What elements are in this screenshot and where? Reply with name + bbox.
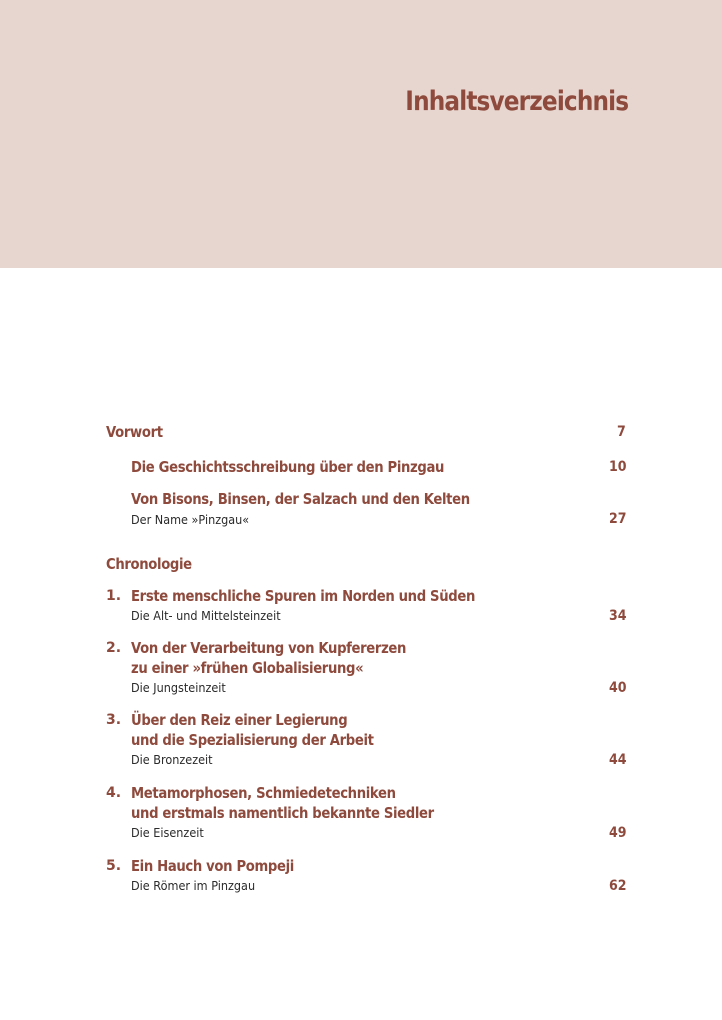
chapter-number: 5. <box>106 858 122 874</box>
toc-page-number: 49 <box>608 825 626 841</box>
toc-page-number: 62 <box>608 878 626 894</box>
chapter-subtitle: Die Jungsteinzeit <box>131 680 226 695</box>
chapter-title-line: zu einer »frühen Globalisierung« <box>131 659 364 677</box>
chapter-number: 2. <box>106 640 122 656</box>
chapter-title-line: Erste menschliche Spuren im Norden und Süden <box>131 587 476 605</box>
chapter-title-line: Ein Hauch von Pompeji <box>131 857 294 875</box>
chapter-number: 3. <box>106 712 122 728</box>
toc-section-chronologie <box>106 554 626 574</box>
toc-entry-title: Von Bisons, Binsen, der Salzach und den Kelten <box>131 490 470 508</box>
table-of-contents <box>106 0 626 1020</box>
chapter-title-line: und erstmals namentlich bekannte Siedler <box>131 804 434 822</box>
toc-page-number: 44 <box>608 752 626 768</box>
toc-page-number: 10 <box>608 459 626 475</box>
toc-entry-vorwort[interactable] <box>106 422 626 442</box>
toc-page-number: 34 <box>608 608 626 624</box>
toc-page-number: 27 <box>608 511 626 527</box>
chapter-title-line: Metamorphosen, Schmiedetechniken <box>131 784 396 802</box>
chapter-subtitle: Die Bronzezeit <box>131 752 213 767</box>
toc-section-title: Chronologie <box>106 555 192 573</box>
toc-entry-title: Vorwort <box>106 423 163 441</box>
chapter-subtitle: Die Römer im Pinzgau <box>131 878 256 893</box>
toc-entry-title: Die Geschichtsschreibung über den Pinzgau <box>131 458 445 476</box>
toc-page-number: 40 <box>608 680 626 696</box>
chapter-subtitle: Die Alt- und Mittelsteinzeit <box>131 608 281 623</box>
toc-entry-subtitle: Der Name »Pinzgau« <box>131 512 250 527</box>
page-title: Inhaltsverzeichnis <box>405 86 628 117</box>
chapter-title-line: und die Spezialisierung der Arbeit <box>131 731 374 749</box>
chapter-number: 1. <box>106 588 122 604</box>
chapter-title-line: Von der Verarbeitung von Kupfererzen <box>131 639 407 657</box>
toc-page-number: 7 <box>617 424 626 440</box>
chapter-title-line: Über den Reiz einer Legierung <box>131 711 348 729</box>
chapter-subtitle: Die Eisenzeit <box>131 825 204 840</box>
chapter-number: 4. <box>106 785 122 801</box>
